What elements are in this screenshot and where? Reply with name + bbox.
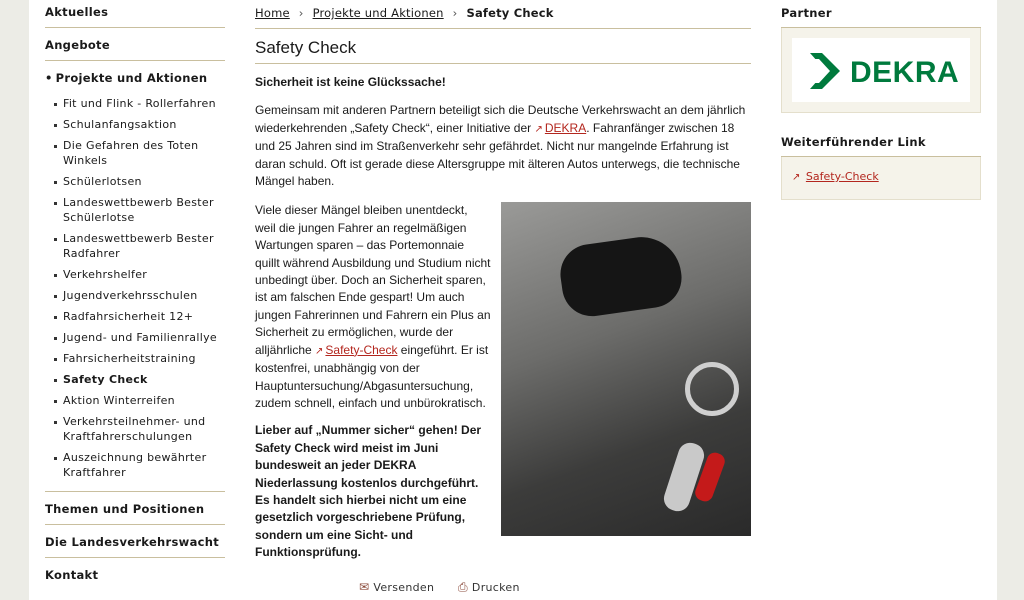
- breadcrumb-current: Safety Check: [466, 6, 554, 20]
- breadcrumb: [255, 0, 751, 29]
- nav-item-projekte[interactable]: [45, 61, 225, 87]
- subnav-item[interactable]: Jugend- und Familienrallye: [45, 327, 225, 348]
- links-heading: Weiterführender Link: [781, 129, 981, 157]
- breadcrumb-home[interactable]: Home: [255, 6, 290, 20]
- links-box: [781, 157, 981, 200]
- subnav-item[interactable]: Jugendverkehrsschulen: [45, 285, 225, 306]
- key-ring-shape: [685, 362, 739, 416]
- send-button[interactable]: [359, 581, 434, 594]
- external-link-icon: ↗: [792, 172, 801, 183]
- page-title: Safety Check: [255, 29, 751, 64]
- subnav-item[interactable]: Schülerlotsen: [45, 171, 225, 192]
- lead-text: Sicherheit ist keine Glückssache!: [255, 75, 446, 89]
- envelope-icon: ✉: [359, 580, 370, 594]
- bullet-icon: •: [45, 71, 53, 85]
- further-link[interactable]: [792, 170, 879, 183]
- safety-check-link[interactable]: Safety-Check: [325, 342, 398, 357]
- subnav-item[interactable]: Landeswettbewerb Bester Radfahrer: [45, 228, 225, 264]
- printer-icon: ⎙: [458, 580, 468, 594]
- subnav-item[interactable]: Aktion Winterreifen: [45, 390, 225, 411]
- nav-item-label: Projekte und Aktionen: [55, 71, 208, 85]
- emphasis-paragraph: Lieber auf „Nummer sicher“ gehen! Der Safety Check wird meist im Juni bundesweit an jeder DEKRA Niederlassung kostenlos durchgeführt. Es handelt sich hierbei nicht um eine gesetzlich vorgeschriebene Prüfung, sondern um eine Sicht- und Funktionsprüfung.: [255, 423, 482, 560]
- dekra-logo-text: DEKRA: [850, 56, 960, 89]
- subnav-item[interactable]: Radfahrsicherheit 12+: [45, 306, 225, 327]
- subnav-item[interactable]: Verkehrsteilnehmer- und Kraftfahrerschulungen: [45, 411, 225, 447]
- subnav-item[interactable]: Schulanfangsaktion: [45, 114, 225, 135]
- subnav-item[interactable]: Die Gefahren des Toten Winkels: [45, 135, 225, 171]
- body-paragraph: [255, 202, 491, 412]
- partner-heading: Partner: [781, 0, 981, 28]
- nav-item-aktuelles[interactable]: Aktuelles: [45, 0, 225, 28]
- body-text: Viele dieser Mängel bleiben unentdeckt, weil die jungen Fahrer an regelmäßigen Wartungen sparen – das Portemonnaie quillt während Ausbildung und Studium nicht unbedingt über. Doch an Sicherheit sparen, ist am falschen Ende gespart! Um auch jungen Fahrerinnen und Fahrern ein Plus an Sicherheit zu ermöglichen, wurde der alljährliche: [255, 203, 491, 357]
- sidebar-navigation: [45, 0, 225, 590]
- send-label: Versenden: [373, 581, 435, 594]
- intro-paragraph: [255, 102, 751, 190]
- article-text-column: [255, 202, 491, 561]
- further-link-label[interactable]: Safety-Check: [805, 170, 879, 183]
- car-key-shape: [557, 232, 686, 320]
- print-button[interactable]: [458, 581, 520, 594]
- external-link-icon: ↗: [315, 345, 324, 357]
- dekra-mark-icon: [806, 51, 846, 91]
- subnav-item[interactable]: Landeswettbewerb Bester Schülerlotse: [45, 192, 225, 228]
- partner-box: [781, 28, 981, 113]
- nav-item-kontakt[interactable]: Kontakt: [45, 568, 99, 582]
- dekra-logo[interactable]: [792, 38, 970, 102]
- car-key-photo: [501, 202, 751, 536]
- nav-item-themen[interactable]: Themen und Positionen: [45, 492, 225, 525]
- dekra-link[interactable]: DEKRA: [544, 120, 587, 135]
- subnav-item[interactable]: Auszeichnung bewährter Kraftfahrer: [45, 447, 225, 483]
- print-label: Drucken: [471, 581, 520, 594]
- chevron-right-icon: ›: [452, 6, 458, 20]
- page: [29, 0, 997, 600]
- intro-text: Gemeinsam mit anderen Partnern beteiligt sich die Deutsche Verkehrswacht an dem jährlich wiederkehrenden „Safety Check“, einer Initiative der: [255, 103, 746, 135]
- nav-item-angebote[interactable]: Angebote: [45, 28, 225, 61]
- subnav-item[interactable]: Fahrsicherheitstraining: [45, 348, 225, 369]
- article-actions: [359, 580, 540, 595]
- external-link-icon: ↗: [534, 123, 543, 135]
- article-body: [255, 202, 751, 561]
- chevron-right-icon: ›: [298, 6, 304, 20]
- breadcrumb-parent[interactable]: Projekte und Aktionen: [312, 6, 444, 20]
- subnav-item[interactable]: Verkehrshelfer: [45, 264, 225, 285]
- body-text-end: eingeführt. Er ist kostenfrei, unabhängig von der Hauptuntersuchung/Abgasuntersuchung, zudem schnell, einfach und unbürokratisch.: [255, 342, 489, 410]
- subnav-list: [45, 87, 225, 492]
- right-sidebar: [781, 0, 981, 200]
- main-content: [255, 0, 751, 562]
- subnav-item[interactable]: Fit und Flink - Rollerfahren: [45, 93, 225, 114]
- intro-text-end: . Fahranfänger zwischen 18 und 25 Jahren sind im Straßenverkehr sehr gefährdet. Nicht nur mangelnde Erfahrung ist daran schuld. Oft ist gerade diese Altersgruppe mit älteren Autos unterwegs, die technische Mängel haben.: [255, 120, 740, 189]
- nav-item-landesverkehrswacht[interactable]: Die Landesverkehrswacht: [45, 525, 225, 558]
- subnav-item-active[interactable]: Safety Check: [45, 369, 225, 390]
